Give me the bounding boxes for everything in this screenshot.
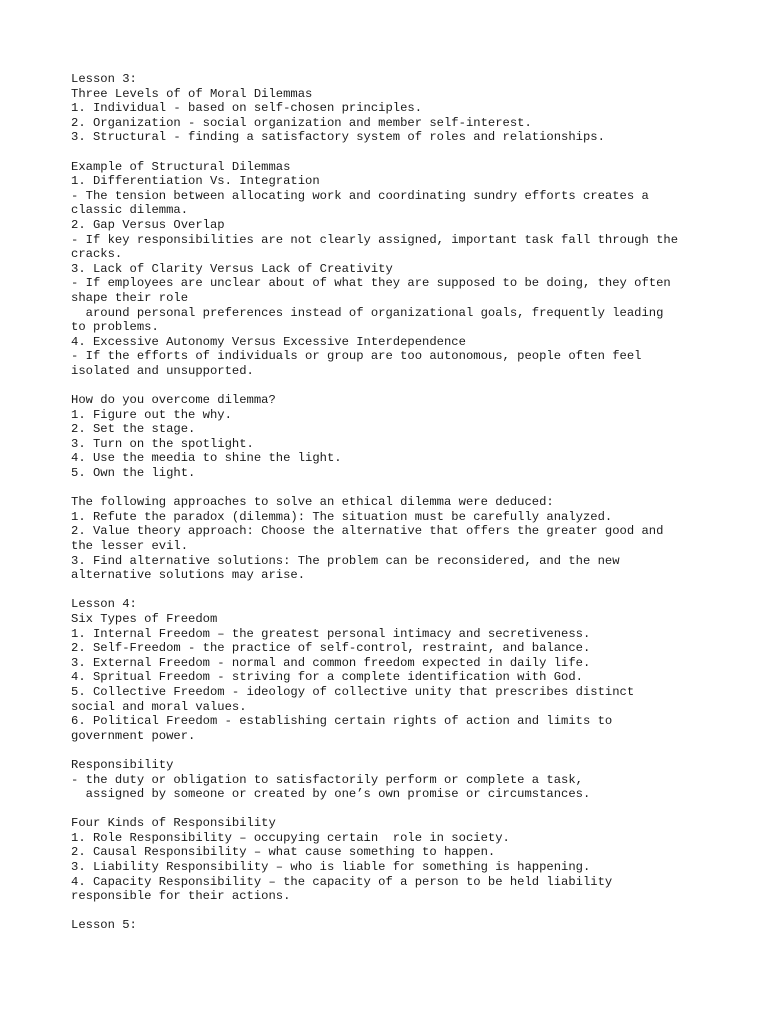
lesson-3-heading: Lesson 3: <box>71 72 137 86</box>
list-item: 2. Self-Freedom - the practice of self-control, restraint, and balance. <box>71 641 591 656</box>
list-item: 2. Organization - social organization and member self-interest. <box>71 115 532 130</box>
text-line: cracks. <box>71 247 123 262</box>
lesson-4-heading: Lesson 4: <box>71 597 137 612</box>
list-item: 1. Figure out the why. <box>71 407 232 422</box>
text-line: to problems. <box>71 320 159 335</box>
blank-line <box>71 802 731 817</box>
list-item: 2. Causal Responsibility – what cause something to happen. <box>71 845 496 860</box>
list-item: 1. Individual - based on self-chosen principles. <box>71 101 423 116</box>
four-kinds-title: Four Kinds of Responsibility <box>71 816 276 831</box>
responsibility-title: Responsibility <box>71 757 174 772</box>
list-item: 3. Find alternative solutions: The problem can be reconsidered, and the new <box>71 553 620 568</box>
three-levels-title: Three Levels of of Moral Dilemmas <box>71 86 313 101</box>
list-item: 6. Political Freedom - establishing certain rights of action and limits to <box>71 714 613 729</box>
list-item: 3. Liability Responsibility – who is liable for something is happening. <box>71 860 591 875</box>
blank-line <box>71 145 731 160</box>
list-item: 3. External Freedom - normal and common freedom expected in daily life. <box>71 655 591 670</box>
six-types-title: Six Types of Freedom <box>71 611 218 626</box>
text-line: government power. <box>71 728 196 743</box>
list-item: 1. Internal Freedom – the greatest personal intimacy and secretiveness. <box>71 626 591 641</box>
list-item: 2. Value theory approach: Choose the alternative that offers the greater good and <box>71 524 664 539</box>
text-line: responsible for their actions. <box>71 889 291 904</box>
text-line: classic dilemma. <box>71 203 189 218</box>
text-line: - If key responsibilities are not clearly assigned, important task fall through the <box>71 232 679 247</box>
overcome-dilemma-title: How do you overcome dilemma? <box>71 393 276 408</box>
list-item: 4. Excessive Autonomy Versus Excessive Interdependence <box>71 334 466 349</box>
text-line: shape their role <box>71 290 189 305</box>
text-line: social and moral values. <box>71 699 247 714</box>
text-line: alternative solutions may arise. <box>71 568 306 583</box>
list-item: 1. Role Responsibility – occupying certain role in society. <box>71 830 510 845</box>
blank-line <box>71 743 731 758</box>
list-item: 2. Gap Versus Overlap <box>71 217 225 232</box>
list-item: 1. Differentiation Vs. Integration <box>71 174 320 189</box>
text-line: - The tension between allocating work and coordinating sundry efforts creates a <box>71 188 649 203</box>
document-page <box>71 72 731 933</box>
structural-dilemmas-title: Example of Structural Dilemmas <box>71 159 291 174</box>
list-item: 1. Refute the paradox (dilemma): The situation must be carefully analyzed. <box>71 509 613 524</box>
blank-line <box>71 378 731 393</box>
blank-line <box>71 583 731 598</box>
text-line: - the duty or obligation to satisfactorily perform or complete a task, <box>71 772 583 787</box>
text-line: the lesser evil. <box>71 539 189 553</box>
text-line: around personal preferences instead of organizational goals, frequently leading <box>71 305 664 320</box>
text-line: - If employees are unclear about of what they are supposed to be doing, they often <box>71 276 671 291</box>
text-line: assigned by someone or created by one’s own promise or circumstances. <box>71 787 591 802</box>
list-item: 3. Lack of Clarity Versus Lack of Creativity <box>71 261 393 276</box>
lesson-5-heading: Lesson 5: <box>71 918 137 933</box>
list-item: 5. Own the light. <box>71 466 196 481</box>
list-item: 5. Collective Freedom - ideology of collective unity that prescribes distinct <box>71 684 635 699</box>
approaches-title: The following approaches to solve an ethical dilemma were deduced: <box>71 495 554 510</box>
list-item: 3. Turn on the spotlight. <box>71 436 254 451</box>
list-item: 2. Set the stage. <box>71 422 196 437</box>
blank-line <box>71 481 731 496</box>
list-item: 4. Use the meedia to shine the light. <box>71 451 342 466</box>
text-line: - If the efforts of individuals or group are too autonomous, people often feel <box>71 349 642 364</box>
list-item: 3. Structural - finding a satisfactory system of roles and relationships. <box>71 130 605 145</box>
list-item: 4. Spritual Freedom - striving for a complete identification with God. <box>71 670 583 685</box>
blank-line <box>71 904 731 919</box>
list-item: 4. Capacity Responsibility – the capacity of a person to be held liability <box>71 874 613 889</box>
text-line: isolated and unsupported. <box>71 363 254 378</box>
